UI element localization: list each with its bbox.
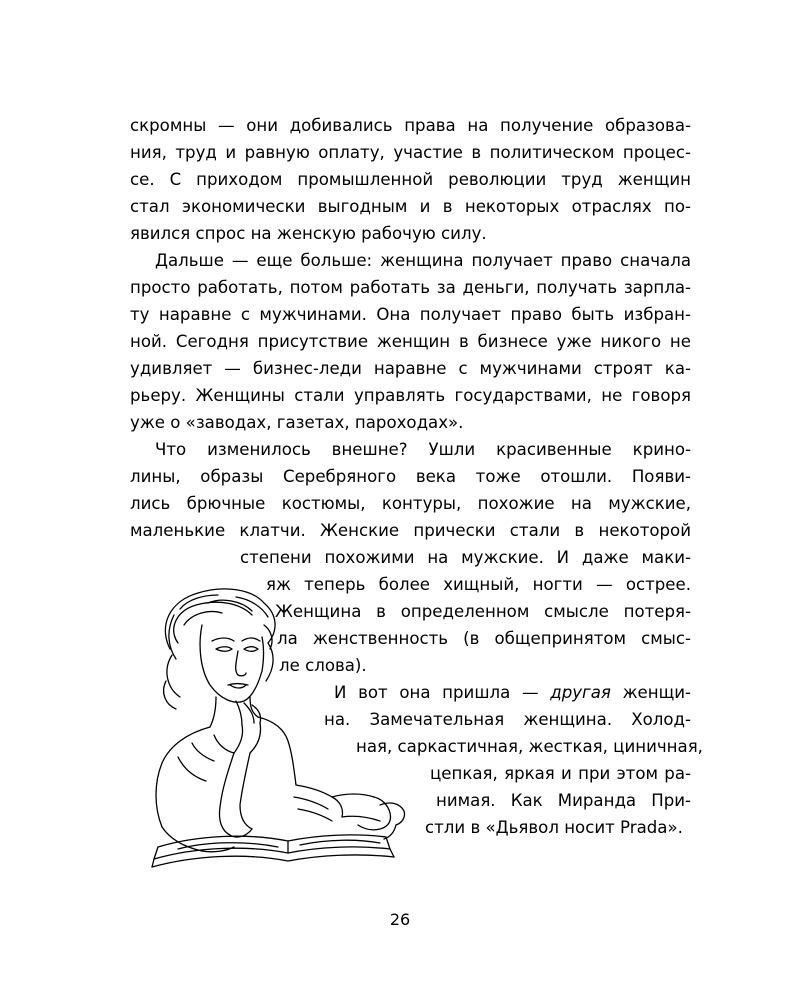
text-line: лись брючные костюмы, контуры, похожие на мужские, (130, 494, 691, 513)
text-line: стал экономически выгодным и в некоторых отраслях по- (130, 197, 691, 216)
text-line: степени похожими на мужские. И даже маки- (240, 548, 691, 567)
text-line: яж теперь более хищный, ногти — острее. (266, 575, 691, 594)
text-line: стли в «Дьявол носит Prada». (425, 818, 683, 837)
text-line: ле слова). (279, 656, 367, 675)
text-line: ной. Сегодня присутствие женщин в бизнесе уже никого не (130, 332, 691, 351)
text-line: на. Замечательная женщина. Холод- (324, 710, 691, 729)
text-line: Дальше — еще больше: женщина получает право сначала (155, 251, 691, 270)
text-line: явился спрос на женскую рабочую силу. (130, 224, 487, 243)
page-number: 26 (389, 910, 411, 929)
text-line: Что изменилось внешне? Ушли красивенные крино- (155, 440, 691, 459)
text-line: ту наравне с мужчинами. Она получает право быть избран- (130, 305, 691, 324)
text-line: уже о «заводах, газетах, пароходах». (130, 413, 464, 432)
text-line: Женщина в определенном смысле потеря- (275, 602, 691, 621)
text-line: се. С приходом промышленной революции труд женщин (130, 170, 691, 189)
text-line: ла женственность (в общепринятом смыс- (277, 629, 691, 648)
text-line: маленькие клатчи. Женские прически стали в некоторой (130, 521, 691, 540)
text-line: нимая. Как Миранда При- (436, 791, 691, 810)
text-run: И вот она пришла — (334, 683, 551, 702)
text-line: лины, образы Серебряного века тоже отошли. Появи- (130, 467, 691, 486)
text-line: скромны — они добивались права на получение образова- (130, 116, 691, 135)
text-line: просто работать, потом работать за деньги, получать зарпла- (130, 278, 691, 297)
text-line: цепкая, яркая и при этом ра- (430, 764, 691, 783)
woman-reading-illustration (118, 585, 418, 885)
text-line: ния, труд и равную оплату, участие в политическом процес- (130, 143, 691, 162)
text-line: рьеру. Женщины стали управлять государствами, не говоря (130, 386, 691, 405)
italic-word: другая (550, 683, 611, 702)
text-line: ная, саркастичная, жесткая, циничная, (356, 737, 703, 756)
text-run: женщи- (610, 683, 691, 702)
text-line: удивляет — бизнес-леди наравне с мужчинами строят ка- (130, 359, 691, 378)
